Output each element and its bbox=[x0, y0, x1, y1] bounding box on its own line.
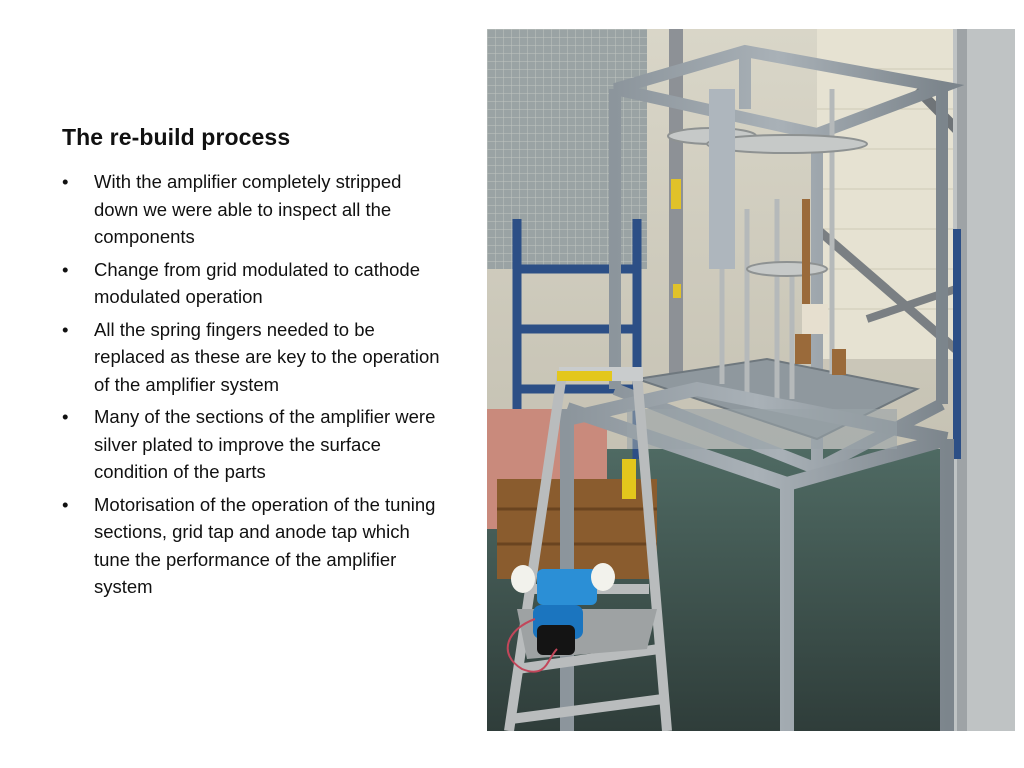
bullet-marker: • bbox=[62, 493, 69, 515]
bullet-text: Change from grid modulated to cathode modulated operation bbox=[94, 258, 421, 307]
bullet-text: Many of the sections of the amplifier were silver plated to improve the surface condition of the parts bbox=[94, 406, 436, 482]
bullet-marker: • bbox=[62, 171, 69, 192]
bullet-item bbox=[62, 491, 447, 601]
bullet-list bbox=[62, 168, 447, 606]
bullet-marker: • bbox=[62, 406, 69, 427]
bullet-item bbox=[62, 403, 447, 486]
bullet-marker: • bbox=[62, 318, 69, 340]
bullet-text: Motorisation of the operation of the tuning sections, grid tap and anode tap which tune the performance of the amplifier system bbox=[94, 493, 436, 597]
bullet-text: All the spring fingers needed to be replaced as these are key to the operation of the amplifier system bbox=[94, 318, 440, 395]
bullet-item bbox=[62, 256, 447, 311]
bullet-item bbox=[62, 316, 447, 399]
bullet-item bbox=[62, 168, 447, 251]
bullet-marker: • bbox=[62, 258, 69, 280]
bullet-text: With the amplifier completely stripped down we were able to inspect all the components bbox=[94, 171, 402, 247]
slide-title: The re-build process bbox=[62, 124, 291, 150]
amplifier-frame-photo bbox=[487, 29, 1015, 731]
